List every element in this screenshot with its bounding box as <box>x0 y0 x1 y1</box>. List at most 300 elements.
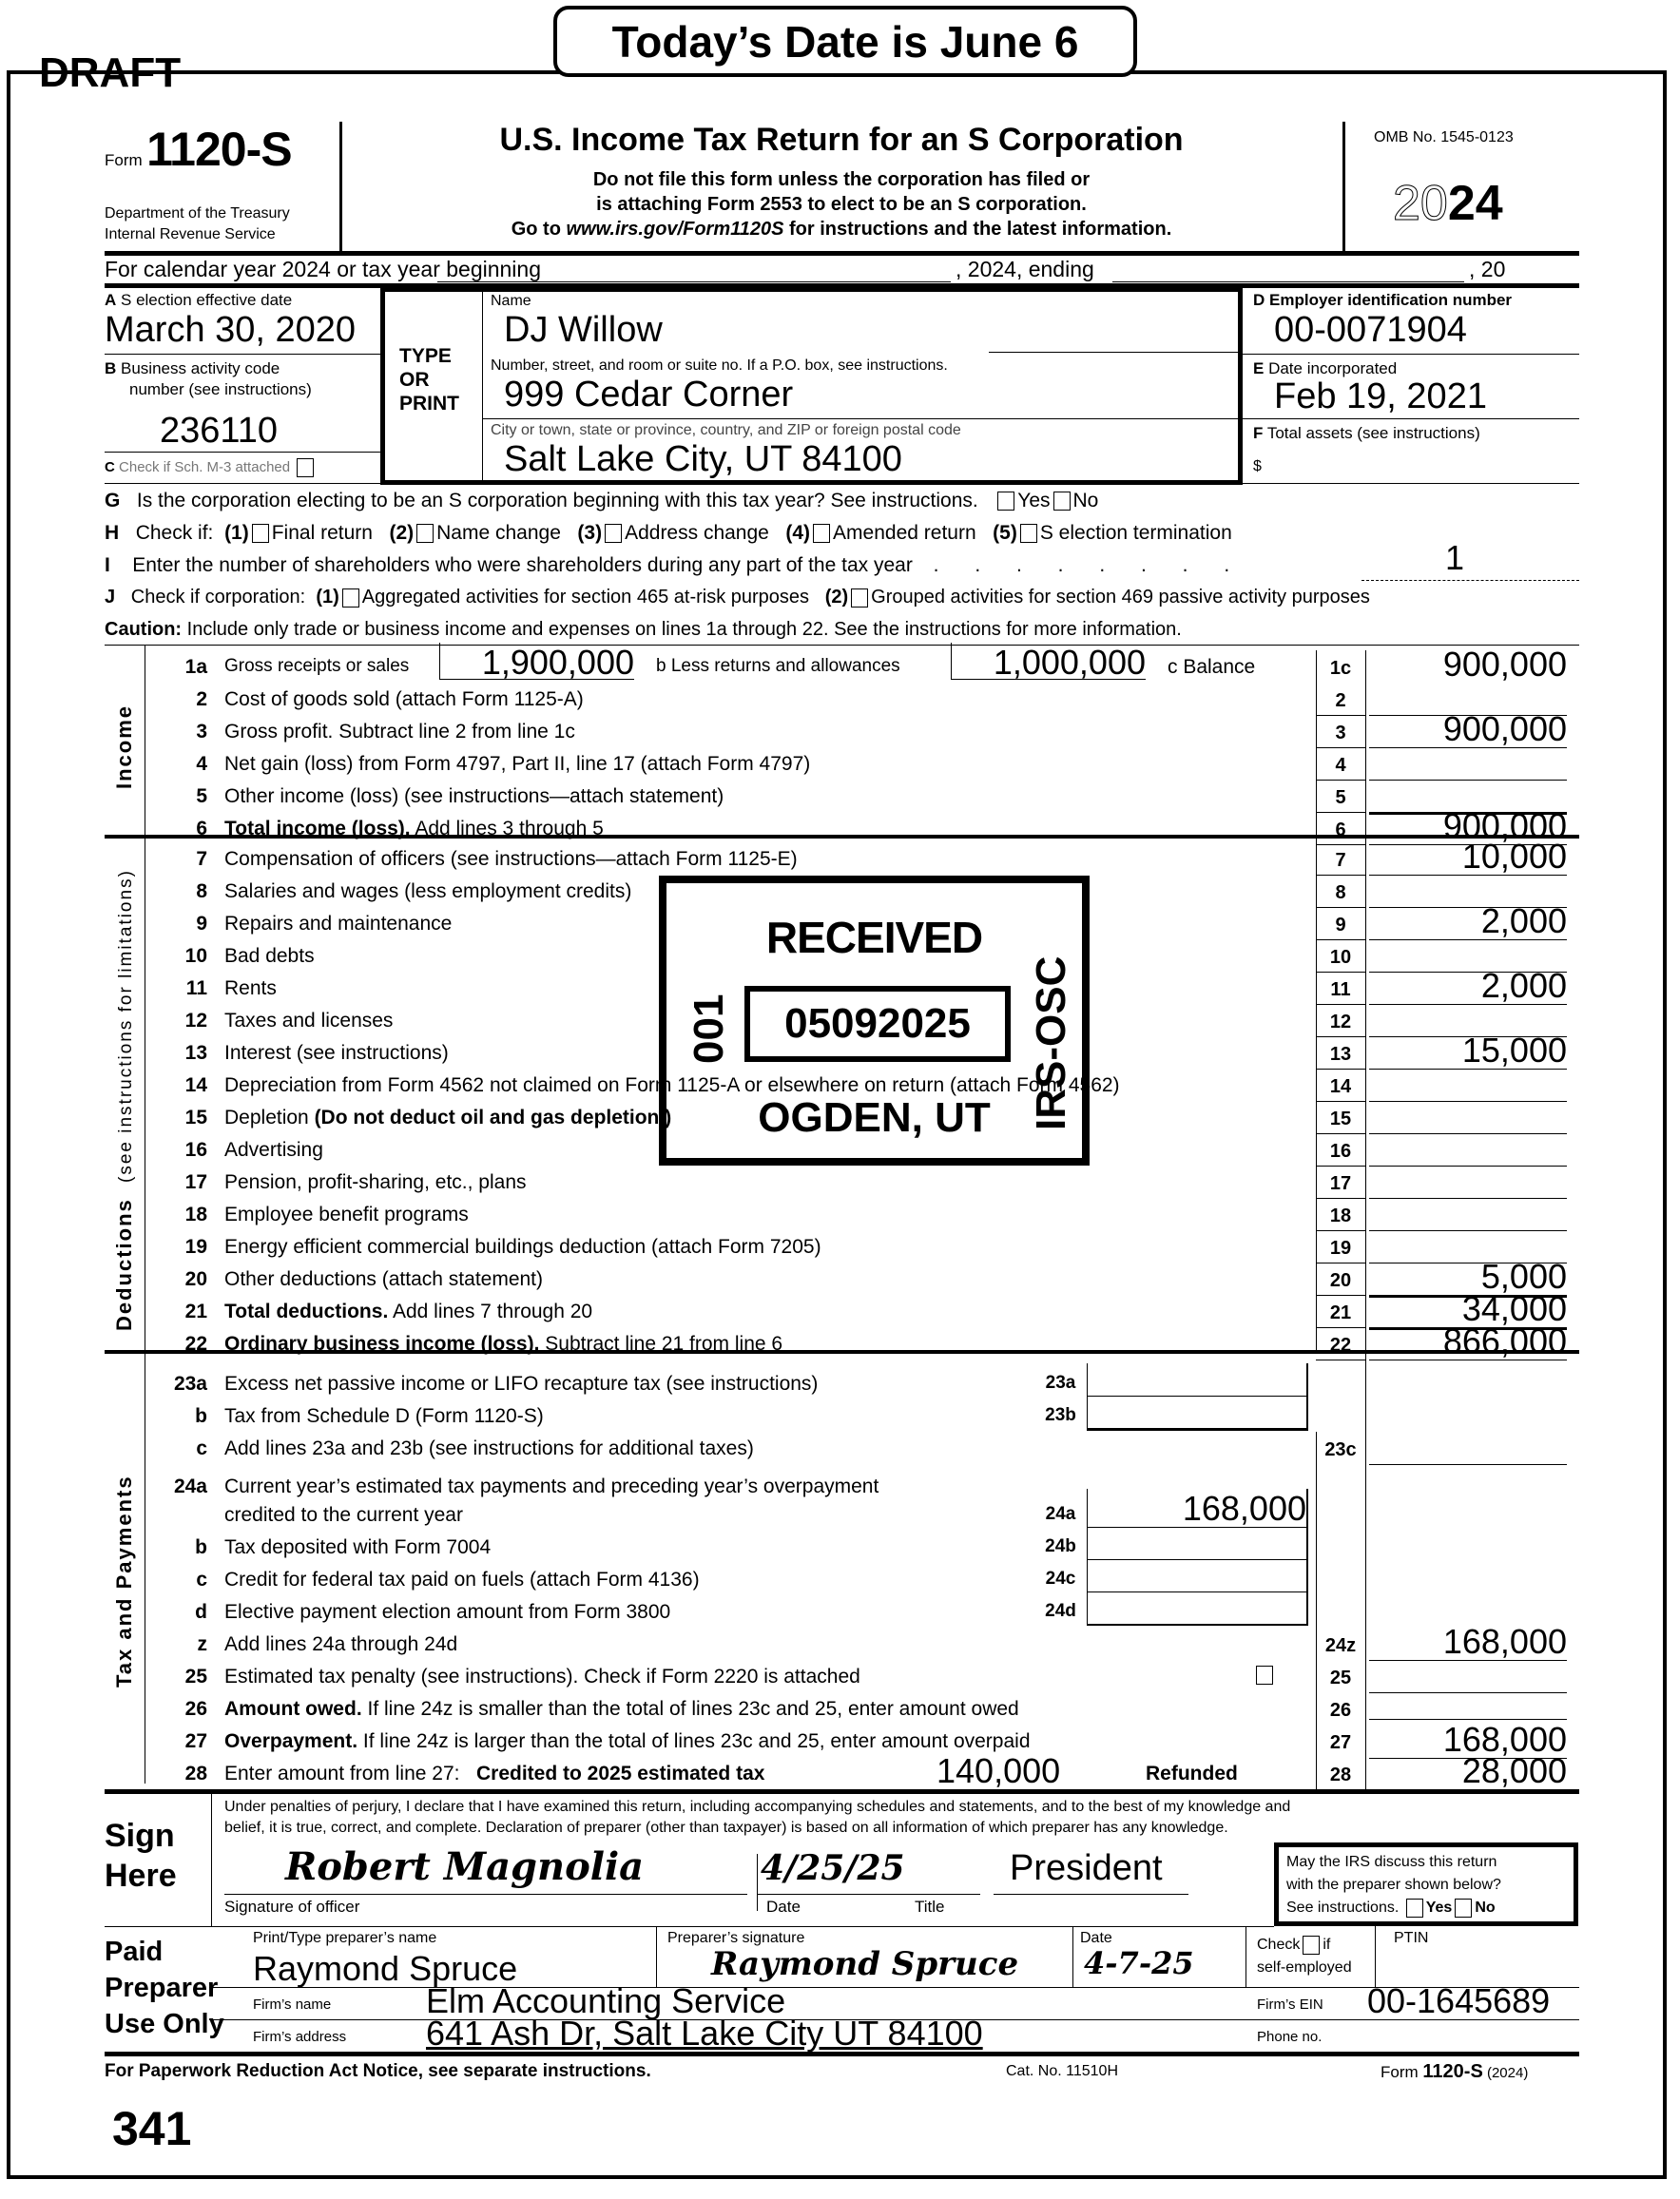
discuss-no-checkbox[interactable] <box>1455 1899 1472 1918</box>
preparer-signature[interactable]: Raymond Spruce <box>711 1945 1019 1983</box>
h1-num: (1) <box>224 522 249 544</box>
line-23c <box>0 1432 1680 1464</box>
l24b-value[interactable] <box>1087 1527 1308 1560</box>
line-24c <box>0 1563 1680 1595</box>
l23c-value[interactable] <box>1369 1426 1567 1465</box>
line-label <box>224 1042 449 1065</box>
header-sub1: Do not file this form unless the corporation has filed or <box>592 169 1091 190</box>
type-or-print <box>399 344 459 415</box>
date-incorporated[interactable]: Feb 19, 2021 <box>1274 376 1487 416</box>
h1-label: Final return <box>271 522 373 544</box>
returns-allowances-value[interactable]: 1,000,000 <box>951 643 1146 680</box>
line-box-number: 14 <box>1316 1076 1365 1102</box>
c-label-text: Check if Sch. M-3 attached <box>119 458 291 475</box>
line-number: 8 <box>196 880 207 902</box>
l23b-value[interactable] <box>1087 1396 1308 1431</box>
aggregated-activities-checkbox[interactable] <box>342 588 359 608</box>
h5-num: (5) <box>993 522 1017 544</box>
l23b-num: b <box>195 1405 207 1427</box>
line-amount[interactable]: 2,000 <box>1369 901 1567 940</box>
line-body-text: Interest (see instructions) <box>224 1042 449 1064</box>
deductions-title: Deductions <box>112 1198 136 1331</box>
line-body-text: Subtract line 21 from line 6 <box>539 1333 783 1355</box>
here-word: Here <box>105 1858 177 1894</box>
sign-word: Sign <box>105 1818 175 1854</box>
j-prefix: Check if corporation: <box>130 587 306 608</box>
l24d-value[interactable] <box>1087 1591 1308 1626</box>
preparer-name-label: Print/Type preparer’s name <box>253 1930 437 1946</box>
line-body-text: Cost of goods sold (attach Form 1125-A) <box>224 688 584 710</box>
l24a-text1: Current year’s estimated tax payments and preceding year’s overpayment <box>224 1476 879 1497</box>
line-amount[interactable]: 2,000 <box>1369 966 1567 1005</box>
line-box-number: 19 <box>1316 1238 1365 1263</box>
tax-year <box>1393 175 1503 232</box>
form-number: 1120-S <box>146 123 292 176</box>
j2-label: Grouped activities for section 469 passive activity purposes <box>871 587 1370 608</box>
line-bold-text: Total deductions. <box>224 1301 389 1322</box>
line-box-number: 6 <box>1316 820 1365 845</box>
l25-box: 25 <box>1329 1668 1352 1688</box>
sign-here-label <box>105 1816 177 1896</box>
stamp-code-left: 001 <box>686 993 732 1064</box>
line-body-text: Pension, profit-sharing, etc., plans <box>224 1171 527 1193</box>
officer-title[interactable]: President <box>1010 1848 1163 1888</box>
sch-m3-checkbox[interactable] <box>297 458 314 477</box>
firm-address[interactable]: 641 Ash Dr, Salt Lake City UT 84100 <box>426 2014 983 2053</box>
discuss-see: See instructions. <box>1286 1900 1400 1916</box>
question-g: G Is the corporation electing to be an S corporation beginning with this tax year? See instructions. Yes No <box>105 490 1099 511</box>
d-label-text: Employer identification number <box>1269 291 1513 309</box>
line-label <box>224 848 798 871</box>
preparer-word: Preparer <box>105 1973 219 2003</box>
line-body-text: Net gain (loss) from Form 4797, Part II, line 17 (attach Form 4797) <box>224 753 811 775</box>
line-amount[interactable]: 900,000 <box>1369 806 1567 845</box>
line-number: 12 <box>184 1010 207 1032</box>
line-body-text: Advertising <box>224 1139 323 1161</box>
field-c-label: C Check if Sch. M-3 attached <box>105 458 317 477</box>
line-body-text: Repairs and maintenance <box>224 913 453 935</box>
shareholder-count[interactable]: 1 <box>1445 538 1465 577</box>
l25-text: Estimated tax penalty (see instructions). Check if Form 2220 is attached <box>224 1666 860 1688</box>
line-label <box>224 1301 592 1323</box>
form-id <box>105 122 292 177</box>
line-label <box>224 977 277 1000</box>
question-i: I Enter the number of shareholders who were shareholders during any part of the tax year . . . . . . . . <box>105 554 1246 576</box>
line-label <box>224 688 584 711</box>
footer-form-prefix: Form <box>1381 2063 1423 2081</box>
overpayment-value[interactable]: 168,000 <box>1369 1719 1567 1759</box>
line-label <box>224 721 575 743</box>
line-label <box>224 753 810 776</box>
dept-line2: Internal Revenue Service <box>105 226 276 242</box>
corporation-name[interactable]: DJ Willow <box>504 310 663 350</box>
line-label <box>224 1204 469 1226</box>
l23c-text: Add lines 23a and 23b (see instructions for additional taxes) <box>224 1437 754 1459</box>
title-label: Title <box>915 1898 945 1916</box>
name-label: Name <box>491 293 531 309</box>
line-number: 9 <box>196 913 207 935</box>
income-section-label: Income <box>112 704 136 789</box>
credited-label: Credited to 2025 estimated tax <box>475 1763 765 1784</box>
l24c-value[interactable] <box>1087 1559 1308 1592</box>
line-number: 13 <box>184 1042 207 1064</box>
line-body-text: Add lines 7 through 20 <box>388 1301 593 1322</box>
refunded-value[interactable]: 28,000 <box>1461 1751 1567 1790</box>
l25-value[interactable] <box>1369 1654 1567 1693</box>
line-label <box>224 1236 821 1259</box>
line-label <box>224 1268 543 1291</box>
h-prefix: Check if: <box>135 522 214 544</box>
l26-num: 26 <box>184 1698 207 1720</box>
sub3-prefix: Go to <box>511 219 567 240</box>
line-number: 6 <box>196 818 207 839</box>
line-amount[interactable]: 34,000 <box>1369 1289 1567 1330</box>
line-box-number: 15 <box>1316 1109 1365 1134</box>
line-body-text: Rents <box>224 977 277 999</box>
gross-receipts-value[interactable]: 1,900,000 <box>439 643 634 680</box>
deductions-section-label <box>112 869 137 1331</box>
j1-label: Aggregated activities for section 465 at-risk purposes <box>361 587 810 608</box>
line-number: 11 <box>185 977 207 999</box>
check-word: Check <box>1257 1937 1301 1953</box>
ptin-label: PTIN <box>1394 1930 1429 1946</box>
h2-label: Name change <box>436 522 561 544</box>
line-box-number: 11 <box>1316 979 1365 1005</box>
sign-date-label: Date <box>766 1898 801 1916</box>
l24b-text: Tax deposited with Form 7004 <box>224 1536 492 1558</box>
field-a-label: A S election effective date <box>105 291 293 309</box>
l24z-box: 24z <box>1324 1635 1357 1656</box>
grouped-activities-checkbox[interactable] <box>851 588 868 608</box>
h2-num: (2) <box>389 522 415 544</box>
field-f-label: F Total assets (see instructions) <box>1253 424 1480 442</box>
l24a-num: 24a <box>173 1476 207 1497</box>
credited-2025-value[interactable]: 140,000 <box>937 1751 1061 1790</box>
deductions-note: (see instructions for limitations) <box>116 869 136 1183</box>
l28-box: 28 <box>1329 1765 1352 1785</box>
preparer-name[interactable]: Raymond Spruce <box>253 1949 518 1988</box>
e-label-text: Date incorporated <box>1268 359 1398 377</box>
line-box-number: 8 <box>1316 882 1365 908</box>
line-body-text: Other deductions (attach statement) <box>224 1268 544 1290</box>
line-box-number: 20 <box>1316 1270 1365 1296</box>
received-stamp <box>659 876 1090 1166</box>
line-bold-text: Ordinary business income (loss). <box>224 1333 540 1355</box>
officer-sign-date[interactable]: 4/25/25 <box>761 1848 905 1888</box>
caution-text <box>105 619 1182 641</box>
tax-year-end-field[interactable] <box>1112 281 1464 282</box>
line-number: 7 <box>196 848 207 870</box>
l24z-text: Add lines 24a through 24d <box>224 1633 458 1655</box>
final-return-checkbox[interactable] <box>252 524 269 543</box>
tax-year-begin-field[interactable] <box>437 281 951 282</box>
irs-link[interactable]: www.irs.gov/Form1120S <box>566 219 784 240</box>
todays-date-text: Today’s Date is June 6 <box>611 16 1079 67</box>
line-box-number: 2 <box>1316 690 1365 716</box>
s-election-termination-checkbox[interactable] <box>1020 524 1037 543</box>
line-23a <box>0 1367 1680 1399</box>
line-box-number: 18 <box>1316 1206 1365 1231</box>
l23c-box: 23c <box>1324 1439 1357 1460</box>
line-box-number: 16 <box>1316 1141 1365 1167</box>
line-body-text: Taxes and licenses <box>224 1010 394 1032</box>
l28-num: 28 <box>184 1763 207 1784</box>
line-amount[interactable]: 866,000 <box>1369 1321 1567 1360</box>
discuss-line2: with the preparer shown below? <box>1286 1877 1501 1893</box>
line-box-number: 5 <box>1316 787 1365 813</box>
stamp-city: OGDEN, UT <box>758 1094 991 1141</box>
footer-form-number: 1120-S <box>1422 2061 1483 2082</box>
street-label: Number, street, and room or suite no. If a P.O. box, see instructions. <box>491 357 948 374</box>
form-title: U.S. Income Tax Return for an S Corporation <box>499 122 1184 158</box>
calendar-year-label: For calendar year 2024 or tax year beginning <box>105 257 542 281</box>
line-label <box>224 1139 323 1162</box>
line-box-number: 10 <box>1316 947 1365 973</box>
l24z-num: z <box>197 1633 207 1655</box>
calendar-ending-label: , 2024, ending <box>956 257 1094 281</box>
g-yes-label: Yes <box>1017 490 1051 511</box>
question-h: H Check if: (1) Final return (2) Name change (3) Address change (4) Amended return (5) S election termination <box>105 522 1232 544</box>
tax-payments-section-label: Tax and Payments <box>112 1475 136 1688</box>
year-bold: 24 <box>1447 176 1503 231</box>
g-no-checkbox[interactable] <box>1053 492 1071 511</box>
g-no-label: No <box>1072 490 1099 511</box>
line-number: 10 <box>184 945 207 967</box>
perjury-statement <box>224 1797 1290 1839</box>
calendar-year-suffix: , 20 <box>1469 257 1506 281</box>
perjury-line1: Under penalties of perjury, I declare that I have examined this return, including accompanying schedules and statements, and to the best of my knowledge and <box>224 1799 1291 1815</box>
phone-label: Phone no. <box>1257 2029 1323 2045</box>
a-label-text: S election effective date <box>121 291 293 309</box>
stamp-date: 05092025 <box>744 986 1011 1062</box>
caution-bold: Caution: <box>105 619 183 640</box>
line-body-text: Depreciation from Form 4562 not claimed on Form 1125-A or elsewhere on return (attach Form 4562) <box>224 1074 1120 1096</box>
l24b-num: b <box>195 1536 207 1558</box>
line-body-text: Salaries and wages (less employment credits) <box>224 880 632 902</box>
paid-word: Paid <box>105 1937 164 1967</box>
l24d-box: 24d <box>1045 1601 1076 1621</box>
line-box-number: 21 <box>1316 1302 1365 1328</box>
l26-box: 26 <box>1329 1700 1352 1721</box>
line-body-text: Bad debts <box>224 945 315 967</box>
line-bold-text: Total income (loss). <box>224 818 411 839</box>
balance-value[interactable]: 900,000 <box>1442 645 1567 684</box>
l26-bold: Amount owed. <box>224 1698 362 1720</box>
line-28 <box>0 1751 1680 1790</box>
todays-date-banner <box>553 6 1137 77</box>
l25-num: 25 <box>184 1666 207 1688</box>
g-text: Is the corporation electing to be an S corporation beginning with this tax year? See instructions. <box>136 490 978 511</box>
firm-name[interactable]: Elm Accounting Service <box>426 1981 786 2020</box>
line-body-text: Gross profit. Subtract line 2 from line 1c <box>224 721 575 743</box>
l23c-num: c <box>196 1437 207 1459</box>
line-number: 2 <box>196 688 207 710</box>
line-number: 18 <box>184 1204 207 1225</box>
l23a-value[interactable] <box>1087 1363 1308 1397</box>
or-text: OR <box>399 369 430 391</box>
page-number: 341 <box>112 2102 192 2155</box>
year-outline: 20 <box>1393 176 1448 231</box>
l24c-text: Credit for federal tax paid on fuels (attach Form 4136) <box>224 1569 700 1591</box>
paid-preparer-label <box>105 1934 224 2042</box>
line-number: 17 <box>184 1171 207 1193</box>
discuss-no-label: No <box>1475 1900 1496 1916</box>
line-box-number: 4 <box>1316 755 1365 781</box>
l24a-value[interactable]: 168,000 <box>1087 1489 1308 1528</box>
business-activity-code[interactable]: 236110 <box>160 411 278 451</box>
l26-body: If line 24z is smaller than the total of lines 23c and 25, enter amount owed <box>361 1698 1019 1720</box>
omb-number: OMB No. 1545-0123 <box>1374 129 1514 145</box>
line-number: 16 <box>184 1139 207 1161</box>
h4-label: Amended return <box>833 522 976 544</box>
h5-label: S election termination <box>1039 522 1232 544</box>
l24z-value[interactable]: 168,000 <box>1369 1622 1567 1661</box>
self-employed-checkbox[interactable] <box>1303 1936 1320 1955</box>
h3-label: Address change <box>625 522 769 544</box>
form-2220-checkbox[interactable] <box>1256 1666 1273 1685</box>
line-number: 21 <box>184 1301 207 1322</box>
line-body-text: Other income (loss) (see instructions—attach statement) <box>224 785 724 807</box>
line-box-number: 9 <box>1316 915 1365 940</box>
firm-ein-label: Firm’s EIN <box>1257 1996 1323 2013</box>
employer-id-number[interactable]: 00-0071904 <box>1274 310 1467 350</box>
line-1a-label: Gross receipts or sales <box>224 656 410 676</box>
city-state-zip[interactable]: Salt Lake City, UT 84100 <box>504 439 902 479</box>
line-22 <box>0 1321 1680 1360</box>
print-text: PRINT <box>399 393 459 415</box>
if-word: if <box>1323 1937 1331 1953</box>
line-number: 5 <box>196 785 207 807</box>
l23a-num: 23a <box>173 1373 207 1395</box>
use-only-word: Use Only <box>105 2009 224 2039</box>
dept-line1: Department of the Treasury <box>105 205 290 222</box>
self-employed-check <box>1257 1934 1352 1979</box>
g-yes-checkbox[interactable] <box>997 492 1014 511</box>
line-amount[interactable]: 15,000 <box>1369 1031 1567 1070</box>
s-election-date[interactable]: March 30, 2020 <box>105 310 357 350</box>
firm-ein[interactable]: 00-1645689 <box>1367 1981 1551 2020</box>
line-number: 3 <box>196 721 207 743</box>
field-e-label: E Date incorporated <box>1253 359 1398 377</box>
line-1c-box: 1c <box>1329 658 1352 679</box>
f-label-text: Total assets (see instructions) <box>1266 424 1480 442</box>
self-employed-word: self-employed <box>1257 1959 1352 1976</box>
irs-discuss-box <box>1274 1842 1578 1926</box>
l24d-num: d <box>195 1601 207 1623</box>
line-1a-num: 1a <box>184 656 207 678</box>
line-amount[interactable]: 900,000 <box>1369 709 1567 748</box>
line-number: 20 <box>184 1268 207 1290</box>
type-text: TYPE <box>399 345 452 367</box>
line-number: 19 <box>184 1236 207 1258</box>
l27-bold: Overpayment. <box>224 1730 358 1752</box>
l27-body: If line 24z is larger than the total of lines 23c and 25, enter amount overpaid <box>357 1730 1031 1752</box>
signature-label: Signature of officer <box>224 1898 360 1916</box>
b-label-text2: number (see instructions) <box>129 380 312 398</box>
preparer-date-label: Date <box>1080 1930 1112 1946</box>
question-j: J Check if corporation: (1) Aggregated activities for section 465 at-risk purposes (2) Grouped activities for section 469 passive activity purposes <box>105 587 1370 608</box>
perjury-line2: belief, it is true, correct, and complete. Declaration of preparer (other than taxpayer) is based on all information of which preparer has any knowledge. <box>224 1820 1228 1836</box>
stamp-received-text: RECEIVED <box>765 913 983 962</box>
line-24b <box>0 1531 1680 1563</box>
line-label <box>224 1171 527 1194</box>
l28-body: Enter amount from line 27: <box>224 1763 460 1784</box>
l23a-text: Excess net passive income or LIFO recapture tax (see instructions) <box>224 1373 819 1395</box>
preparer-signature-label: Preparer’s signature <box>667 1930 805 1946</box>
h4-num: (4) <box>785 522 811 544</box>
officer-signature[interactable]: Robert Magnolia <box>285 1844 645 1889</box>
l24d-text: Elective payment election amount from Form 3800 <box>224 1601 671 1623</box>
line-number: 14 <box>184 1074 207 1096</box>
line-amount[interactable]: 10,000 <box>1369 837 1567 876</box>
line-label <box>224 1010 393 1032</box>
line-label <box>224 913 452 936</box>
h3-num: (3) <box>577 522 603 544</box>
paperwork-notice: For Paperwork Reduction Act Notice, see separate instructions. <box>105 2061 651 2081</box>
preparer-date[interactable]: 4-7-25 <box>1084 1945 1194 1981</box>
l24c-num: c <box>196 1569 207 1591</box>
line-label <box>224 880 631 903</box>
discuss-yes-checkbox[interactable] <box>1406 1899 1423 1918</box>
l24a-box: 24a <box>1045 1504 1076 1524</box>
line-body-text: Employee benefit programs <box>224 1204 469 1225</box>
line-amount[interactable]: 5,000 <box>1369 1257 1567 1298</box>
line-box-number: 17 <box>1316 1173 1365 1199</box>
line-24a-2 <box>0 1489 1680 1531</box>
firm-address-label: Firm’s address <box>253 2029 347 2045</box>
street-address[interactable]: 999 Cedar Corner <box>504 375 794 415</box>
l23b-box: 23b <box>1045 1405 1076 1425</box>
city-label: City or town, state or province, country, and ZIP or foreign postal code <box>491 422 961 438</box>
name-change-checkbox[interactable] <box>416 524 434 543</box>
draft-label: DRAFT <box>39 49 182 96</box>
line-label <box>224 785 724 808</box>
total-assets[interactable]: $ <box>1253 458 1262 474</box>
field-b-label: B Business activity code <box>105 359 280 377</box>
amended-return-checkbox[interactable] <box>813 524 830 543</box>
line-body-text: Add lines 3 through 5 <box>410 818 604 839</box>
line-1b-label: b Less returns and allowances <box>656 656 900 676</box>
footer-form-id <box>1381 2061 1528 2083</box>
l24c-box: 24c <box>1045 1569 1076 1589</box>
catalog-number: Cat. No. 11510H <box>1006 2063 1118 2079</box>
header-sub3 <box>342 219 1341 241</box>
l24a-text2: credited to the current year <box>224 1504 463 1526</box>
stamp-code-right: IRS-OSC <box>1028 955 1074 1130</box>
form-prefix: Form <box>105 151 143 169</box>
line-box-number: 13 <box>1316 1044 1365 1070</box>
l24b-box: 24b <box>1045 1536 1076 1556</box>
line-bold-text: (Do not deduct oil and gas depletion.) <box>314 1107 672 1128</box>
line-box-number: 3 <box>1316 723 1365 748</box>
l23a-box: 23a <box>1045 1373 1076 1393</box>
line-body-text: Depletion <box>224 1107 315 1128</box>
l27-text <box>224 1730 1031 1753</box>
discuss-yes-label: Yes <box>1425 1900 1453 1916</box>
line-25 <box>0 1660 1680 1692</box>
refunded-label: Refunded <box>1146 1763 1238 1784</box>
line-box-number: 7 <box>1316 850 1365 876</box>
line-body-text: Energy efficient commercial buildings deduction (attach Form 7205) <box>224 1236 821 1258</box>
line-1c-label: c Balance <box>1168 656 1256 678</box>
line-number: 15 <box>184 1107 207 1128</box>
l26-text <box>224 1698 1019 1721</box>
footer-form-year: (2024) <box>1482 2065 1529 2081</box>
line-box-number: 12 <box>1316 1012 1365 1037</box>
firm-name-label: Firm’s name <box>253 1996 332 2013</box>
address-change-checkbox[interactable] <box>605 524 622 543</box>
caution-body: Include only trade or business income and expenses on lines 1a through 22. See the instructions for more information. <box>182 619 1182 640</box>
